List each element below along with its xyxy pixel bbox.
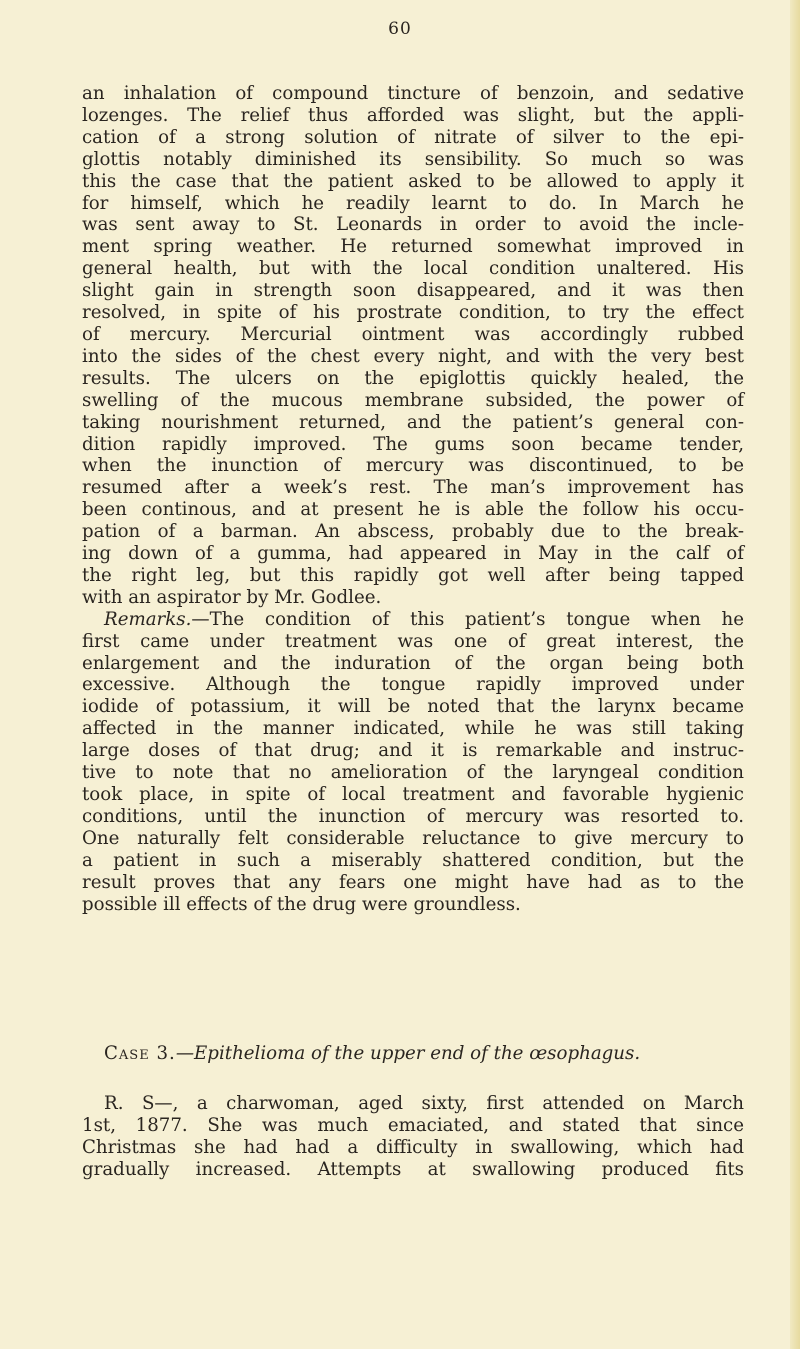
text-line: took place, in spite of local treatment and favorable hygienic [82,784,744,805]
text-line: was sent away to St. Leonards in order to avoid the incle- [82,214,744,236]
remarks-label: Remarks. [104,608,192,630]
text-line: first came under treatment was one of great interest, the [82,630,744,652]
text-line: affected in the manner indicated, while he was still taking [82,718,744,740]
text-line: of mercury. Mercurial ointment was accordingly rubbed [82,323,744,345]
text-line: ment spring weather. He returned somewhat improved in [82,236,744,258]
text-line: swelling of the mucous membrane subsided, the power of [82,389,744,411]
text-line: an inhalation of compound tincture of benzoin, and sedative [82,83,744,104]
text-line: the right leg, but this rapidly got well after being tapped [82,564,744,586]
case-heading [104,1043,754,1065]
remarks-first-line-text: —The condition of this patient’s tongue when he [191,608,744,630]
text-line: possible ill effects of the drug were groundless. [82,893,521,915]
text-line: ing down of a gumma, had appeared in May in the calf of [82,543,744,565]
text-line: conditions, until the inunction of mercury was resorted to. [82,805,744,827]
text-line: enlargement and the induration of the organ being both [82,652,744,674]
text-line: tive to note that no amelioration of the laryngeal condition [82,762,744,784]
text-line: 1st, 1877. She was much emaciated, and stated that since [82,1114,744,1136]
text-line: cation of a strong solution of nitrate of silver to the epi- [82,126,744,148]
page-edge [790,0,800,1349]
text-line: glottis notably diminished its sensibility. So much so was [82,148,744,170]
text-line: result proves that any fears one might have had as to the [82,871,744,893]
text-line: One naturally felt considerable reluctance to give mercury to [82,827,744,849]
text-line: when the inunction of mercury was discontinued, to be [82,455,744,477]
text-line: R. S—, a charwoman, aged sixty, first attended on March [104,1093,744,1114]
text-line: a patient in such a miserably shattered condition, but the [82,849,744,871]
text-line: pation of a barman. An abscess, probably due to the break- [82,521,744,543]
text-line: lozenges. The relief thus afforded was slight, but the appli- [82,104,744,126]
text-line: slight gain in strength soon disappeared, and it was then [82,280,744,302]
text-line: this the case that the patient asked to be allowed to apply it [82,170,744,192]
page-number: 60 [388,19,412,39]
text-line: into the sides of the chest every night, and with the very best [82,345,744,367]
text-line: been continous, and at present he is able the follow his occu- [82,499,744,521]
text-line: for himself, which he readily learnt to do. In March he [82,192,744,214]
text-line: results. The ulcers on the epiglottis quickly healed, the [82,367,744,389]
case-text-block [82,1093,744,1181]
main-text-block [82,83,744,915]
text-line: resolved, in spite of his prostrate condition, to try the effect [82,302,744,324]
text-line: general health, but with the local condition unaltered. His [82,258,744,280]
text-line: large doses of that drug; and it is remarkable and instruc- [82,740,744,762]
case-title: —Epithelioma of the upper end of the œsophagus. [175,1043,641,1064]
remarks-first-line [82,609,744,631]
text-line: excessive. Although the tongue rapidly improved under [82,674,744,696]
text-line: iodide of potassium, it will be noted that the larynx became [82,696,744,718]
text-line: Christmas she had had a difficulty in swallowing, which had [82,1136,744,1158]
case-label: Case 3. [104,1043,176,1064]
text-line: resumed after a week’s rest. The man’s improvement has [82,477,744,499]
text-line: dition rapidly improved. The gums soon became tender, [82,433,744,455]
text-line: gradually increased. Attempts at swallowing produced fits [82,1158,744,1180]
text-line: with an aspirator by Mr. Godlee. [82,586,382,608]
text-line: taking nourishment returned, and the patient’s general con- [82,411,744,433]
